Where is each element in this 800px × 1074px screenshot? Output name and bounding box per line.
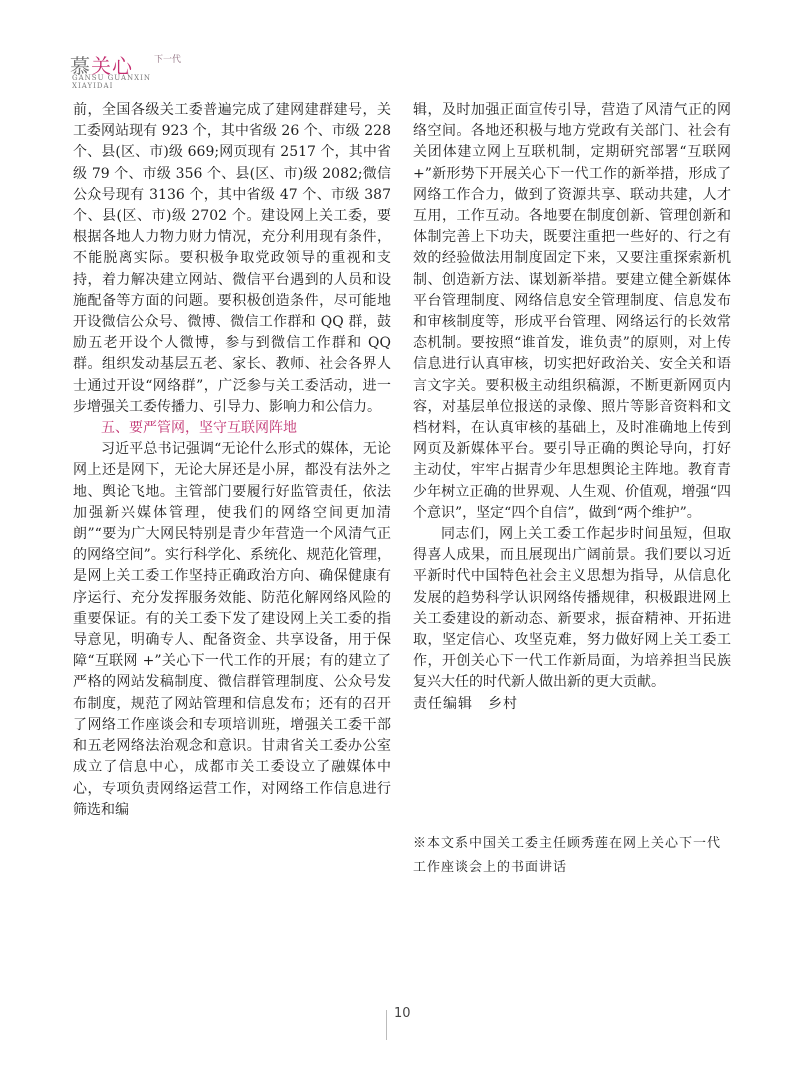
magazine-logo bbox=[70, 50, 270, 92]
footnote: ※本文系中国关工委主任顾秀莲在网上关心下一代工作座谈会上的书面讲话 bbox=[413, 836, 722, 875]
logo-rest: 关心 bbox=[91, 54, 133, 78]
left-column bbox=[73, 100, 391, 821]
page-number: 10 bbox=[394, 1006, 411, 1021]
right-column bbox=[413, 100, 731, 715]
section-heading: 五、要严管网，坚守互联网阵地 bbox=[101, 420, 297, 437]
editor-credit: 责任编辑 乡村 bbox=[413, 695, 518, 712]
footer-divider bbox=[386, 1010, 387, 1040]
logo-subtitle: 下一代 bbox=[154, 55, 182, 65]
logo-english-line1: GANSU GUANXIN bbox=[72, 74, 152, 82]
paragraph: 前，全国各级关工委普遍完成了建网建群建号，关工委网站现有 923 个，其中省级 26 个、市级 228 个、县(区、市)级 669;网页现有 2517 个，其中省级 79 个、市级 356 个、县(区、市)级 2082;微信公众号现有 3136 个，其中省级 47 个、市级 387 个、县(区、市)级 2702 个。建设网上关工委，要根据各地人力物力财力情况，充分利用现有条件，不能脱离实际。要积极争取党政领导的重视和支持，着力解决建立网站、微信平台遇到的人员和设施配备等方面的问题。要积极创造条件，尽可能地开设微信公众号、微博、微信工作群和 QQ 群，鼓励五老开设个人微博，参与到微信工作群和 QQ 群。组织发动基层五老、家长、教师、社会各界人士通过开设“网络群”，广泛参与关工委活动，进一步增强关工委传播力、引导力、影响力和公信力。 bbox=[73, 102, 391, 415]
paragraph: 辑，及时加强正面宣传引导，营造了风清气正的网络空间。各地还积极与地方党政有关部门、社会有关团体建立网上互联机制，定期研究部署“互联网 +”新形势下开展关心下一代工作的新举措，形成了网络工作合力，做到了资源共享、联动共建，人才互用，工作互动。各地要在制度创新、管理创新和体制完善上下功夫，既要注重把一些好的、行之有效的经验做法用制度固定下来，又要注重探索新机制、创造新方法、谋划新举措。要建立健全新媒体平台管理制度、网络信息安全管理制度、信息发布和审核制度等，形成平台管理、网络运行的长效常态机制。要按照“谁首发，谁负责”的原则，对上传信息进行认真审核，切实把好政治关、安全关和语言文字关。要积极主动组织稿源，不断更新网页内容，对基层单位报送的录像、照片等影音资料和文档材料，在认真审核的基础上，及时准确地上传到网页及新媒体平台。要引导正确的舆论导向，打好主动仗，牢牢占据青少年思想舆论主阵地。教育青少年树立正确的世界观、人生观、价值观，增强“四个意识”，坚定“四个自信”，做到“两个维护”。 bbox=[413, 102, 731, 521]
logo-char: 慕 bbox=[70, 54, 91, 78]
paragraph: 习近平总书记强调“无论什么形式的媒体，无论网上还是网下，无论大屏还是小屏，都没有法外之地、舆论飞地。主管部门要履行好监管责任，依法加强新兴媒体管理，使我们的网络空间更加清朗”“要为广大网民特别是青少年营造一个风清气正的网络空间”。实行科学化、系统化、规范化管理，是网上关工委工作坚持正确政治方向、确保健康有序运行、充分发挥服务效能、防范化解网络风险的重要保证。有的关工委下发了建设网上关工委的指导意见，明确专人、配备资金、共享设备，用于保障“互联网 +”关心下一代工作的开展；有的建立了严格的网站发稿制度、微信群管理制度、公众号发布制度，规范了网站管理和信息发布；还有的召开了网络工作座谈会和专项培训班，增强关工委干部和五老网络法治观念和意识。甘肃省关工委办公室成立了信息中心，成都市关工委设立了融媒体中心，专项负责网络运营工作，对网络工作信息进行筛选和编 bbox=[73, 441, 391, 818]
paragraph: 同志们，网上关工委工作起步时间虽短，但取得喜人成果，而且展现出广阔前景。我们要以习近平新时代中国特色社会主义思想为指导，从信息化发展的趋势科学认识网络传播规律，积极跟进网上关工委建设的新动态、新要求，振奋精神、开拓进取，坚定信心、攻坚克难，努力做好网上关工委工作，开创关心下一代工作新局面，为培养担当民族复兴大任的时代新人做出新的更大贡献。 bbox=[413, 526, 731, 691]
logo-english bbox=[72, 74, 151, 90]
logo-english-line2: XIAYIDAI bbox=[72, 82, 114, 90]
